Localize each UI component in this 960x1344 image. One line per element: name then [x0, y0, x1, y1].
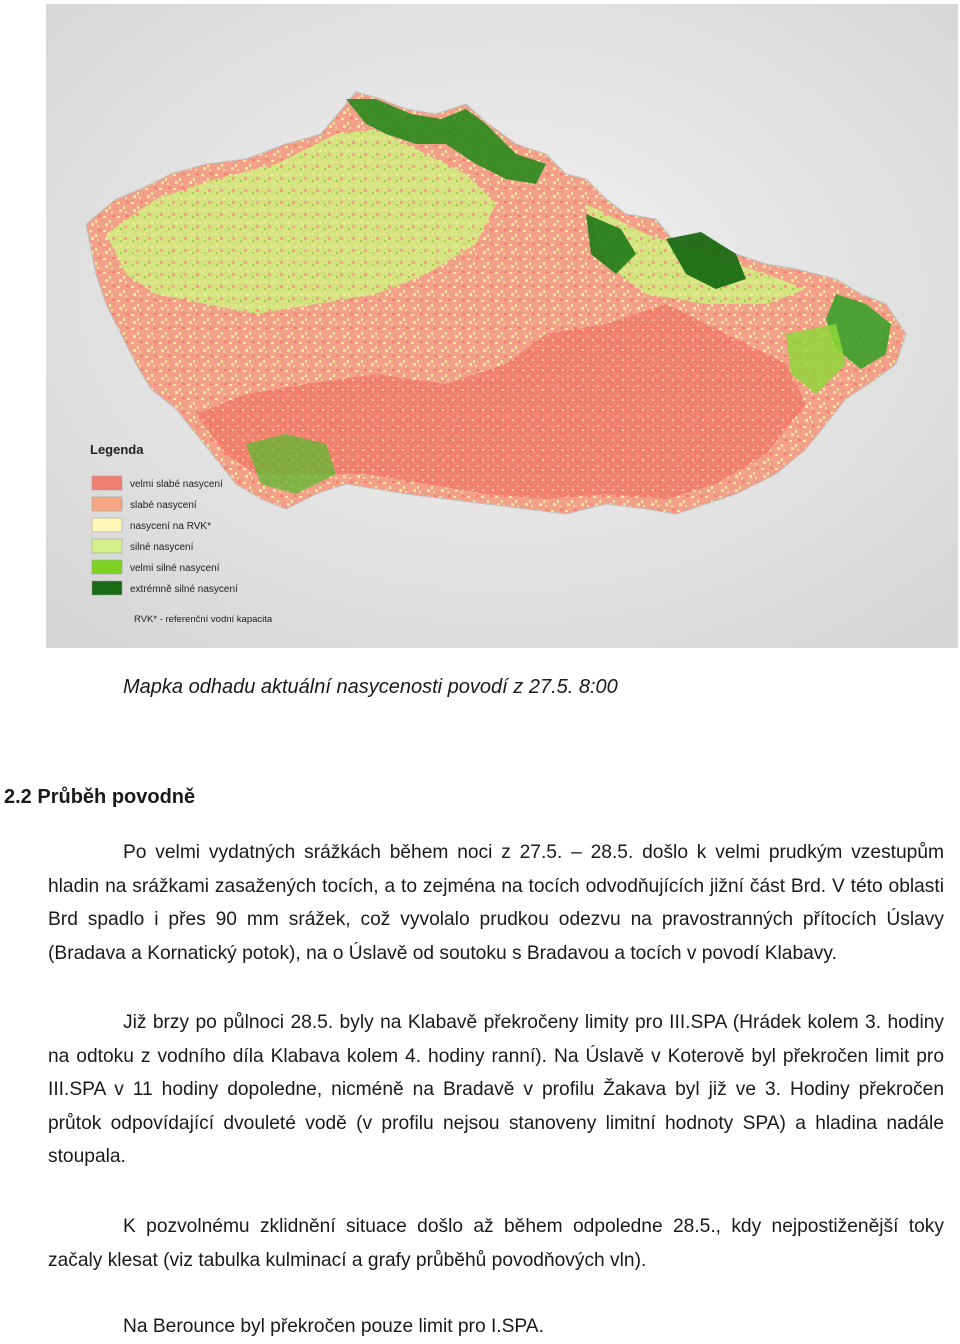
- legend-swatch-1: [92, 476, 122, 490]
- paragraph-1: [48, 836, 944, 970]
- legend-label-4: silné nasycení: [130, 542, 194, 553]
- saturation-map: [46, 4, 958, 648]
- paragraph-4: [48, 1310, 944, 1344]
- paragraph-2: [48, 1006, 944, 1174]
- legend-swatch-5: [92, 560, 122, 574]
- legend-label-5: velmi silné nasycení: [130, 563, 220, 574]
- paragraph-3-text: K pozvolnému zklidnění situace došlo až během odpoledne 28.5., kdy nejpostiženější toky začaly klesat (viz tabulka kulminací a grafy průběhů povodňových vln).: [48, 1216, 944, 1271]
- paragraph-4-text: Na Berounce byl překročen pouze limit pro I.SPA.: [123, 1316, 544, 1337]
- legend-label-2: slabé nasycení: [130, 500, 197, 511]
- section-heading: 2.2 Průběh povodně: [4, 786, 196, 808]
- legend-label-3: nasycení na RVK*: [130, 521, 211, 532]
- paragraph-3: [48, 1210, 944, 1277]
- paragraph-2-text: Již brzy po půlnoci 28.5. byly na Klabavě překročeny limity pro III.SPA (Hrádek kolem 3. hodiny na odtoku z vodního díla Klabava kolem 4. hodiny ranní). Na Úslavě v Koterově byl překročen limit pro III.SPA v 11 hodiny dopoledne, nicméně na Bradavě v profilu Žakava byl již ve 3. Hodiny překročen průtok odpovídající dvouleté vodě (v profilu nejsou stanoveny limitní hodnoty SPA) a hladina nadále stoupala.: [48, 1012, 944, 1167]
- paragraph-1-text: Po velmi vydatných srážkách během noci z 27.5. – 28.5. došlo k velmi prudkým vzestupům hladin na srážkami zasažených tocích, a to zejména na tocích odvodňujících jižní část Brd. V této oblasti Brd spadlo i přes 90 mm srážek, což vyvolalo prudkou odezvu na pravostranných přítocích Úslavy (Bradava a Kornatický potok), na o Úslavě od soutoku s Bradavou a tocích v povodí Klabavy.: [48, 842, 944, 964]
- map-svg: [46, 4, 958, 648]
- legend-swatch-3: [92, 518, 122, 532]
- legend-title: Legenda: [90, 442, 144, 457]
- legend-footnote: RVK* - referenční vodní kapacita: [134, 614, 273, 625]
- legend-swatch-6: [92, 581, 122, 595]
- legend-label-6: extrémně silné nasycení: [130, 584, 238, 595]
- figure-caption: Mapka odhadu aktuální nasycenosti povodí z 27.5. 8:00: [123, 676, 618, 698]
- legend-label-1: velmi slabé nasycení: [130, 479, 223, 490]
- legend-swatch-4: [92, 539, 122, 553]
- legend-swatch-2: [92, 497, 122, 511]
